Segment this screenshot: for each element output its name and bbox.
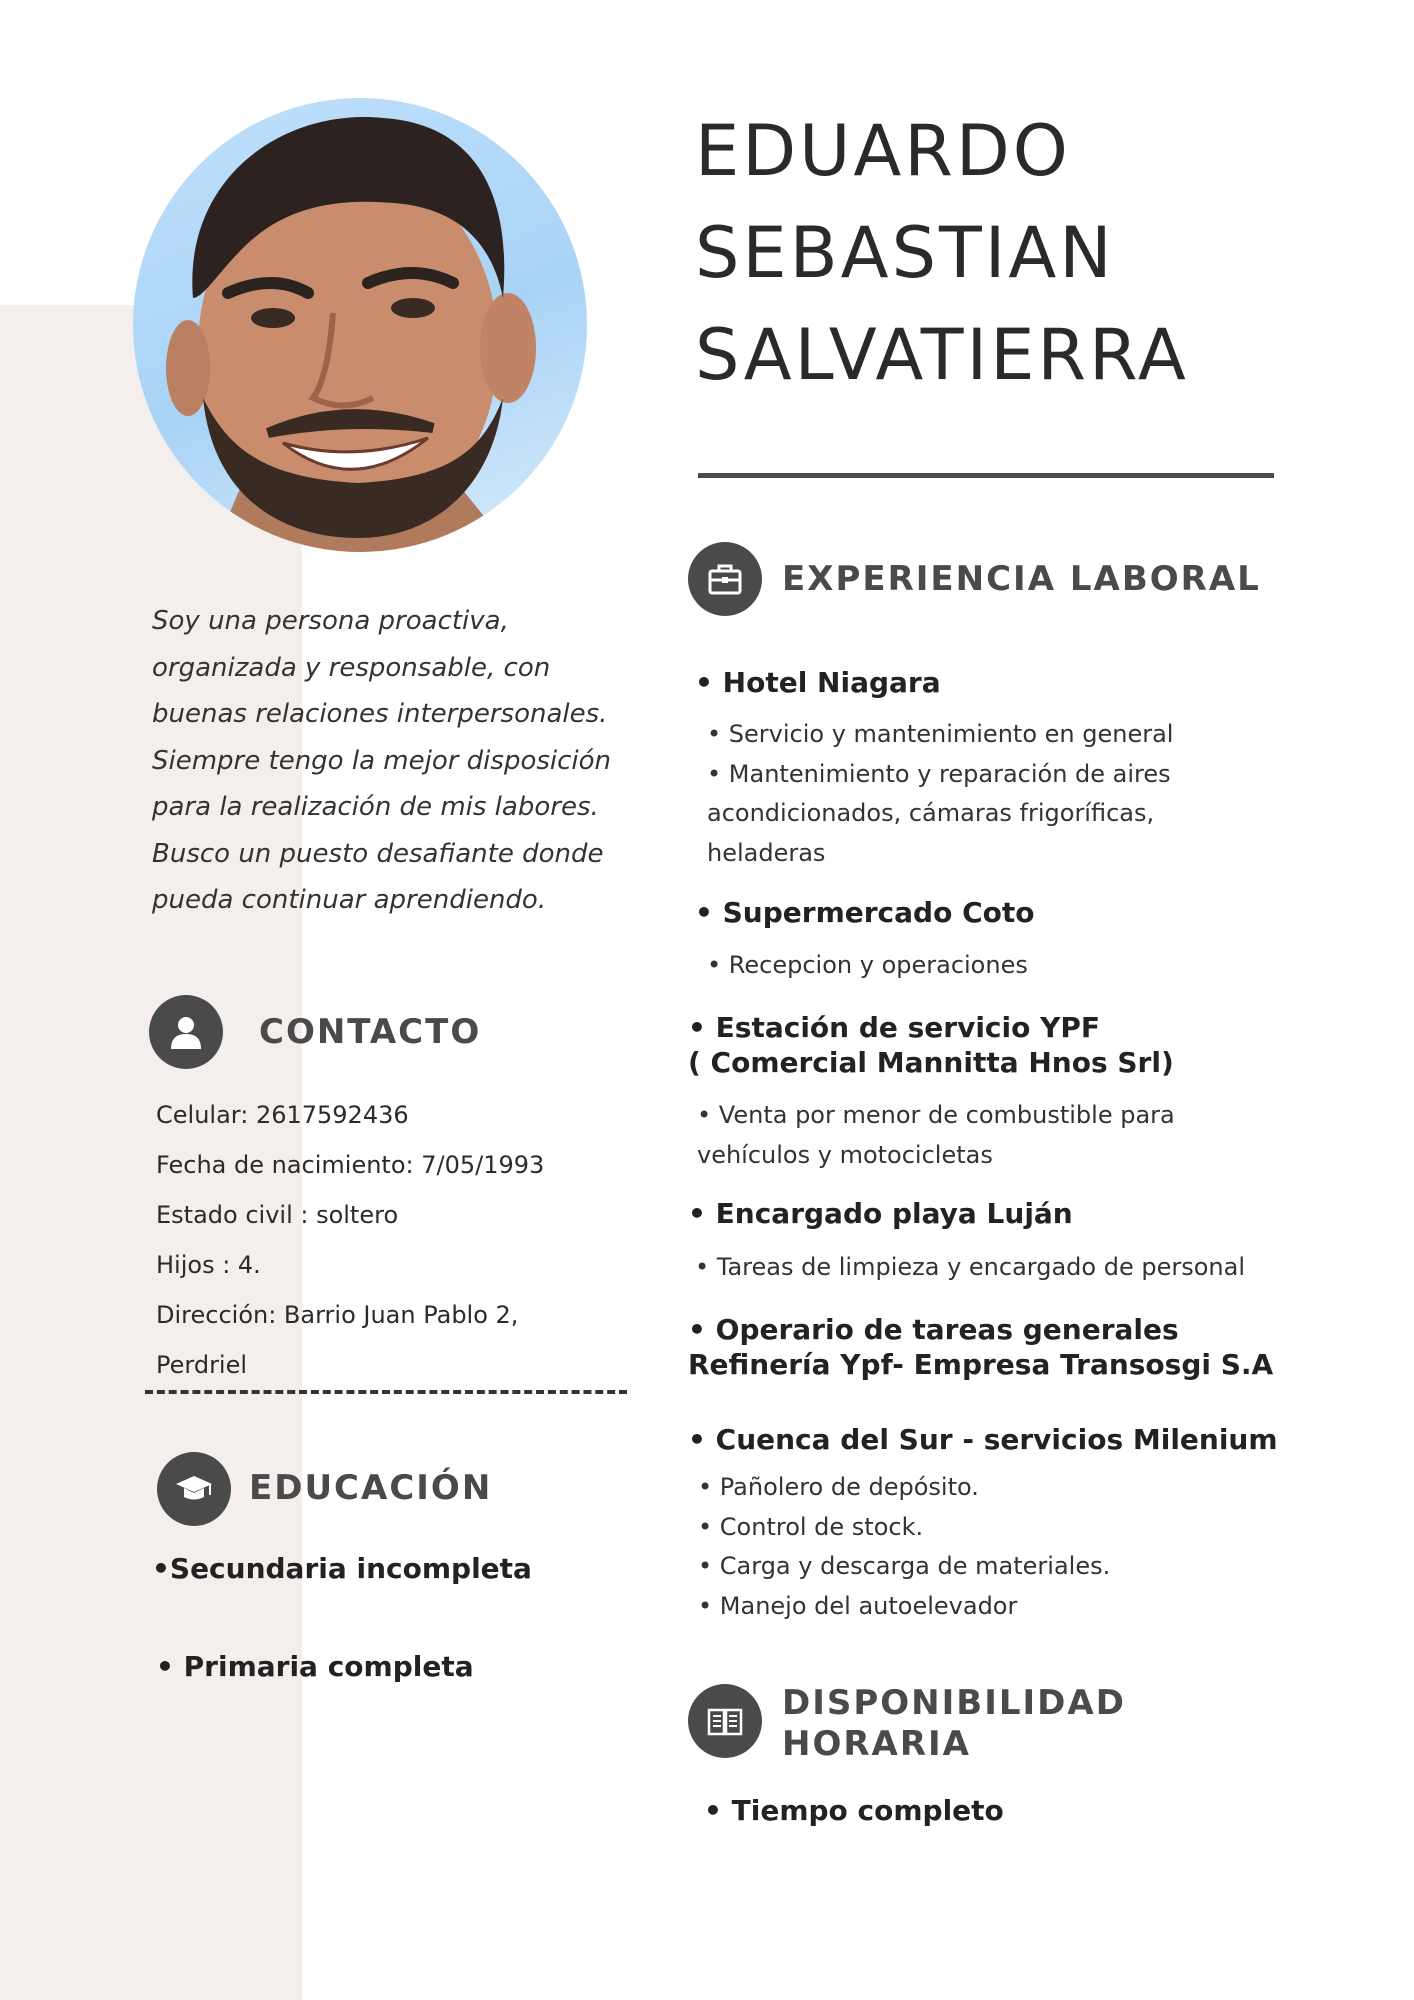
job-subtitle-ypf: ( Comercial Mannitta Hnos Srl) <box>688 1046 1174 1079</box>
job-title-playa-lujan: • Encargado playa Luján <box>688 1197 1073 1230</box>
job-title-cuenca-del-sur: • Cuenca del Sur - servicios Milenium <box>688 1423 1278 1456</box>
book-icon <box>688 1684 762 1758</box>
contact-address: Dirección: Barrio Juan Pablo 2, <box>156 1301 519 1329</box>
job-desc-line: • Tareas de limpieza y encargado de personal <box>695 1253 1245 1281</box>
contact-list <box>156 1090 544 1390</box>
job-subtitle-operario: Refinería Ypf- Empresa Transosgi S.A <box>688 1348 1274 1381</box>
contact-children: Hijos : 4. <box>156 1251 261 1279</box>
graduation-cap-icon <box>157 1452 231 1526</box>
availability-title-line-1: DISPONIBILIDAD <box>782 1683 1126 1723</box>
availability-title-line-2: HORARIA <box>782 1724 971 1764</box>
job-title-supermercado-coto: • Supermercado Coto <box>695 896 1035 929</box>
job-desc-hotel-niagara <box>707 715 1173 873</box>
job-desc-line: • Control de stock. <box>698 1512 924 1541</box>
contact-title: CONTACTO <box>259 1012 482 1052</box>
contact-marital-status: Estado civil : soltero <box>156 1201 399 1229</box>
job-desc-line: • Manejo del autoelevador <box>698 1591 1018 1620</box>
profile-summary: Soy una persona proactiva, organizada y responsable, con buenas relaciones interpersonales. Siempre tengo la mejor disposición para la realización de mis labores. Busco un puesto desafiante donde pueda continuar aprendiendo. <box>152 606 612 915</box>
job-title-ypf: • Estación de servicio YPF <box>688 1011 1101 1044</box>
job-title-hotel-niagara: • Hotel Niagara <box>695 666 941 699</box>
name-line-1: EDUARDO <box>695 110 1071 192</box>
job-desc-line: • Servicio y mantenimiento en general <box>707 720 1174 748</box>
experience-title: EXPERIENCIA LABORAL <box>782 559 1261 599</box>
job-desc-line: • Carga y descarga de materiales. <box>698 1552 1111 1580</box>
dashed-divider <box>145 1390 627 1394</box>
education-item-secondary: •Secundaria incompleta <box>152 1552 532 1585</box>
job-desc-line: heladeras <box>707 838 826 867</box>
job-desc-cuenca-del-sur <box>698 1468 1110 1626</box>
contact-phone: Celular: 2617592436 <box>156 1101 409 1129</box>
contact-address-city: Perdriel <box>156 1351 248 1379</box>
briefcase-icon <box>688 542 762 616</box>
portrait-photo <box>133 98 587 552</box>
education-item-primary: • Primaria completa <box>156 1650 474 1683</box>
person-icon <box>149 995 223 1069</box>
education-title: EDUCACIÓN <box>249 1468 493 1508</box>
job-desc-line: • Recepcion y operaciones <box>707 951 1028 979</box>
name-divider <box>698 473 1274 478</box>
job-desc-ypf <box>697 1096 1175 1175</box>
job-desc-line: vehículos y motocicletas <box>697 1140 993 1169</box>
full-name <box>695 100 1189 406</box>
name-line-3: SALVATIERRA <box>695 314 1189 396</box>
job-desc-line: • Mantenimiento y reparación de aires <box>707 759 1171 788</box>
name-line-2: SEBASTIAN <box>695 212 1115 294</box>
contact-birthdate: Fecha de nacimiento: 7/05/1993 <box>156 1151 545 1179</box>
avatar <box>133 98 587 552</box>
job-desc-supermercado-coto <box>707 946 1028 986</box>
job-desc-playa-lujan <box>695 1248 1245 1288</box>
availability-value: • Tiempo completo <box>704 1794 1004 1827</box>
job-desc-line: • Pañolero de depósito. <box>698 1473 979 1501</box>
job-desc-line: acondicionados, cámaras frigoríficas, <box>707 799 1155 827</box>
job-desc-line: • Venta por menor de combustible para <box>697 1101 1175 1129</box>
job-title-operario: • Operario de tareas generales <box>688 1313 1179 1346</box>
